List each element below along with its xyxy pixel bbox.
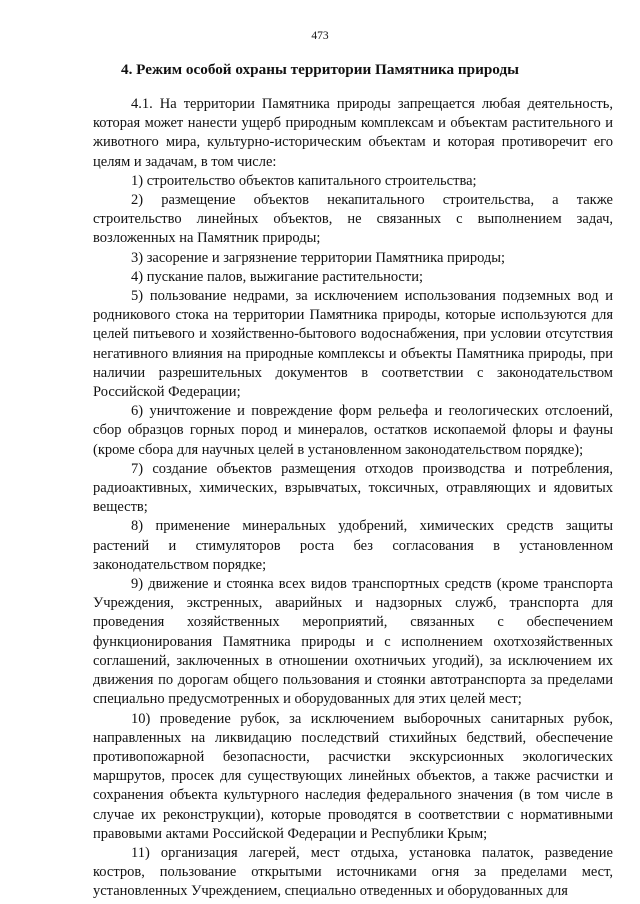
list-item-11: 11) организация лагерей, мест отдыха, установка палаток, разведение костров, пользование открытыми источниками огня за пределами мест, установленных Учреждением, специально отведенных и оборудованных для (93, 844, 613, 900)
document-body (93, 95, 613, 902)
list-item-2: 2) размещение объектов некапитального строительства, а также строительство линейных объектов, не связанных с выполнением задач, возложенных на Памятник природы; (93, 192, 613, 247)
list-item-6: 6) уничтожение и повреждение форм рельефа и геологических отслоений, сбор образцов горных пород и минералов, остатков ископаемой флоры и фауны (кроме сбора для научных целей в установленном законодательством порядке); (93, 403, 613, 458)
list-item-9: 9) движение и стоянка всех видов транспортных средств (кроме транспорта Учреждения, экстренных, аварийных и надзорных служб, транспорта для проведения хозяйственных мероприятий, связанных с обеспечением функционирования Памятника природы и с исполнением охотхозяйственных соглашений, заключенных в отношении охотничьих угодий), за исключением их движения по дорогам общего пользования и стоянки автотранспорта за пределами специально предусмотренных и оборудованных для этих целей мест; (93, 576, 613, 708)
list-item-1: 1) строительство объектов капитального строительства; (131, 172, 477, 189)
list-item-4: 4) пускание палов, выжигание растительности; (131, 268, 423, 285)
list-item-3: 3) засорение и загрязнение территории Памятника природы; (131, 249, 506, 266)
list-item-5: 5) пользование недрами, за исключением использования подземных вод и родникового стока на территории Памятника природы, которые используются для целей питьевого и хозяйственно-бытового водоснабжения, при условии отсутствия негативного влияния на природные комплексы и объекты Памятника природы, при наличии разрешительных документов в соответствии с законодательством Российской Федерации; (93, 288, 613, 401)
paragraph-intro: 4.1. На территории Памятника природы запрещается любая деятельность, которая может нанести ущерб природным комплексам и объектам растительного и животного мира, культурно-историческим объектам и которая противоречит его целям и задачам, в том числе: (93, 96, 613, 170)
list-item-7: 7) создание объектов размещения отходов производства и потребления, радиоактивных, химических, взрывчатых, токсичных, отравляющих и ядовитых веществ; (93, 460, 613, 516)
page-number: 473 (311, 30, 329, 42)
section-heading: 4. Режим особой охраны территории Памятника природы (120, 61, 519, 78)
list-item-8: 8) применение минеральных удобрений, химических средств защиты растений и стимуляторов роста без согласования в установленном законодательством порядке; (93, 518, 613, 573)
list-item-10: 10) проведение рубок, за исключением выборочных санитарных рубок, направленных на ликвидацию последствий стихийных бедствий, обеспечение противопожарной безопасности, расчистки экскурсионных экологических маршрутов, просек для существующих линейных объектов, а также расчистки и сохранения объекта культурного наследия федерального значения (в том числе в случае их реконструкции), которые проводятся в соответствии с нормативными правовыми актами Российской Федерации и Республики Крым; (93, 710, 613, 842)
